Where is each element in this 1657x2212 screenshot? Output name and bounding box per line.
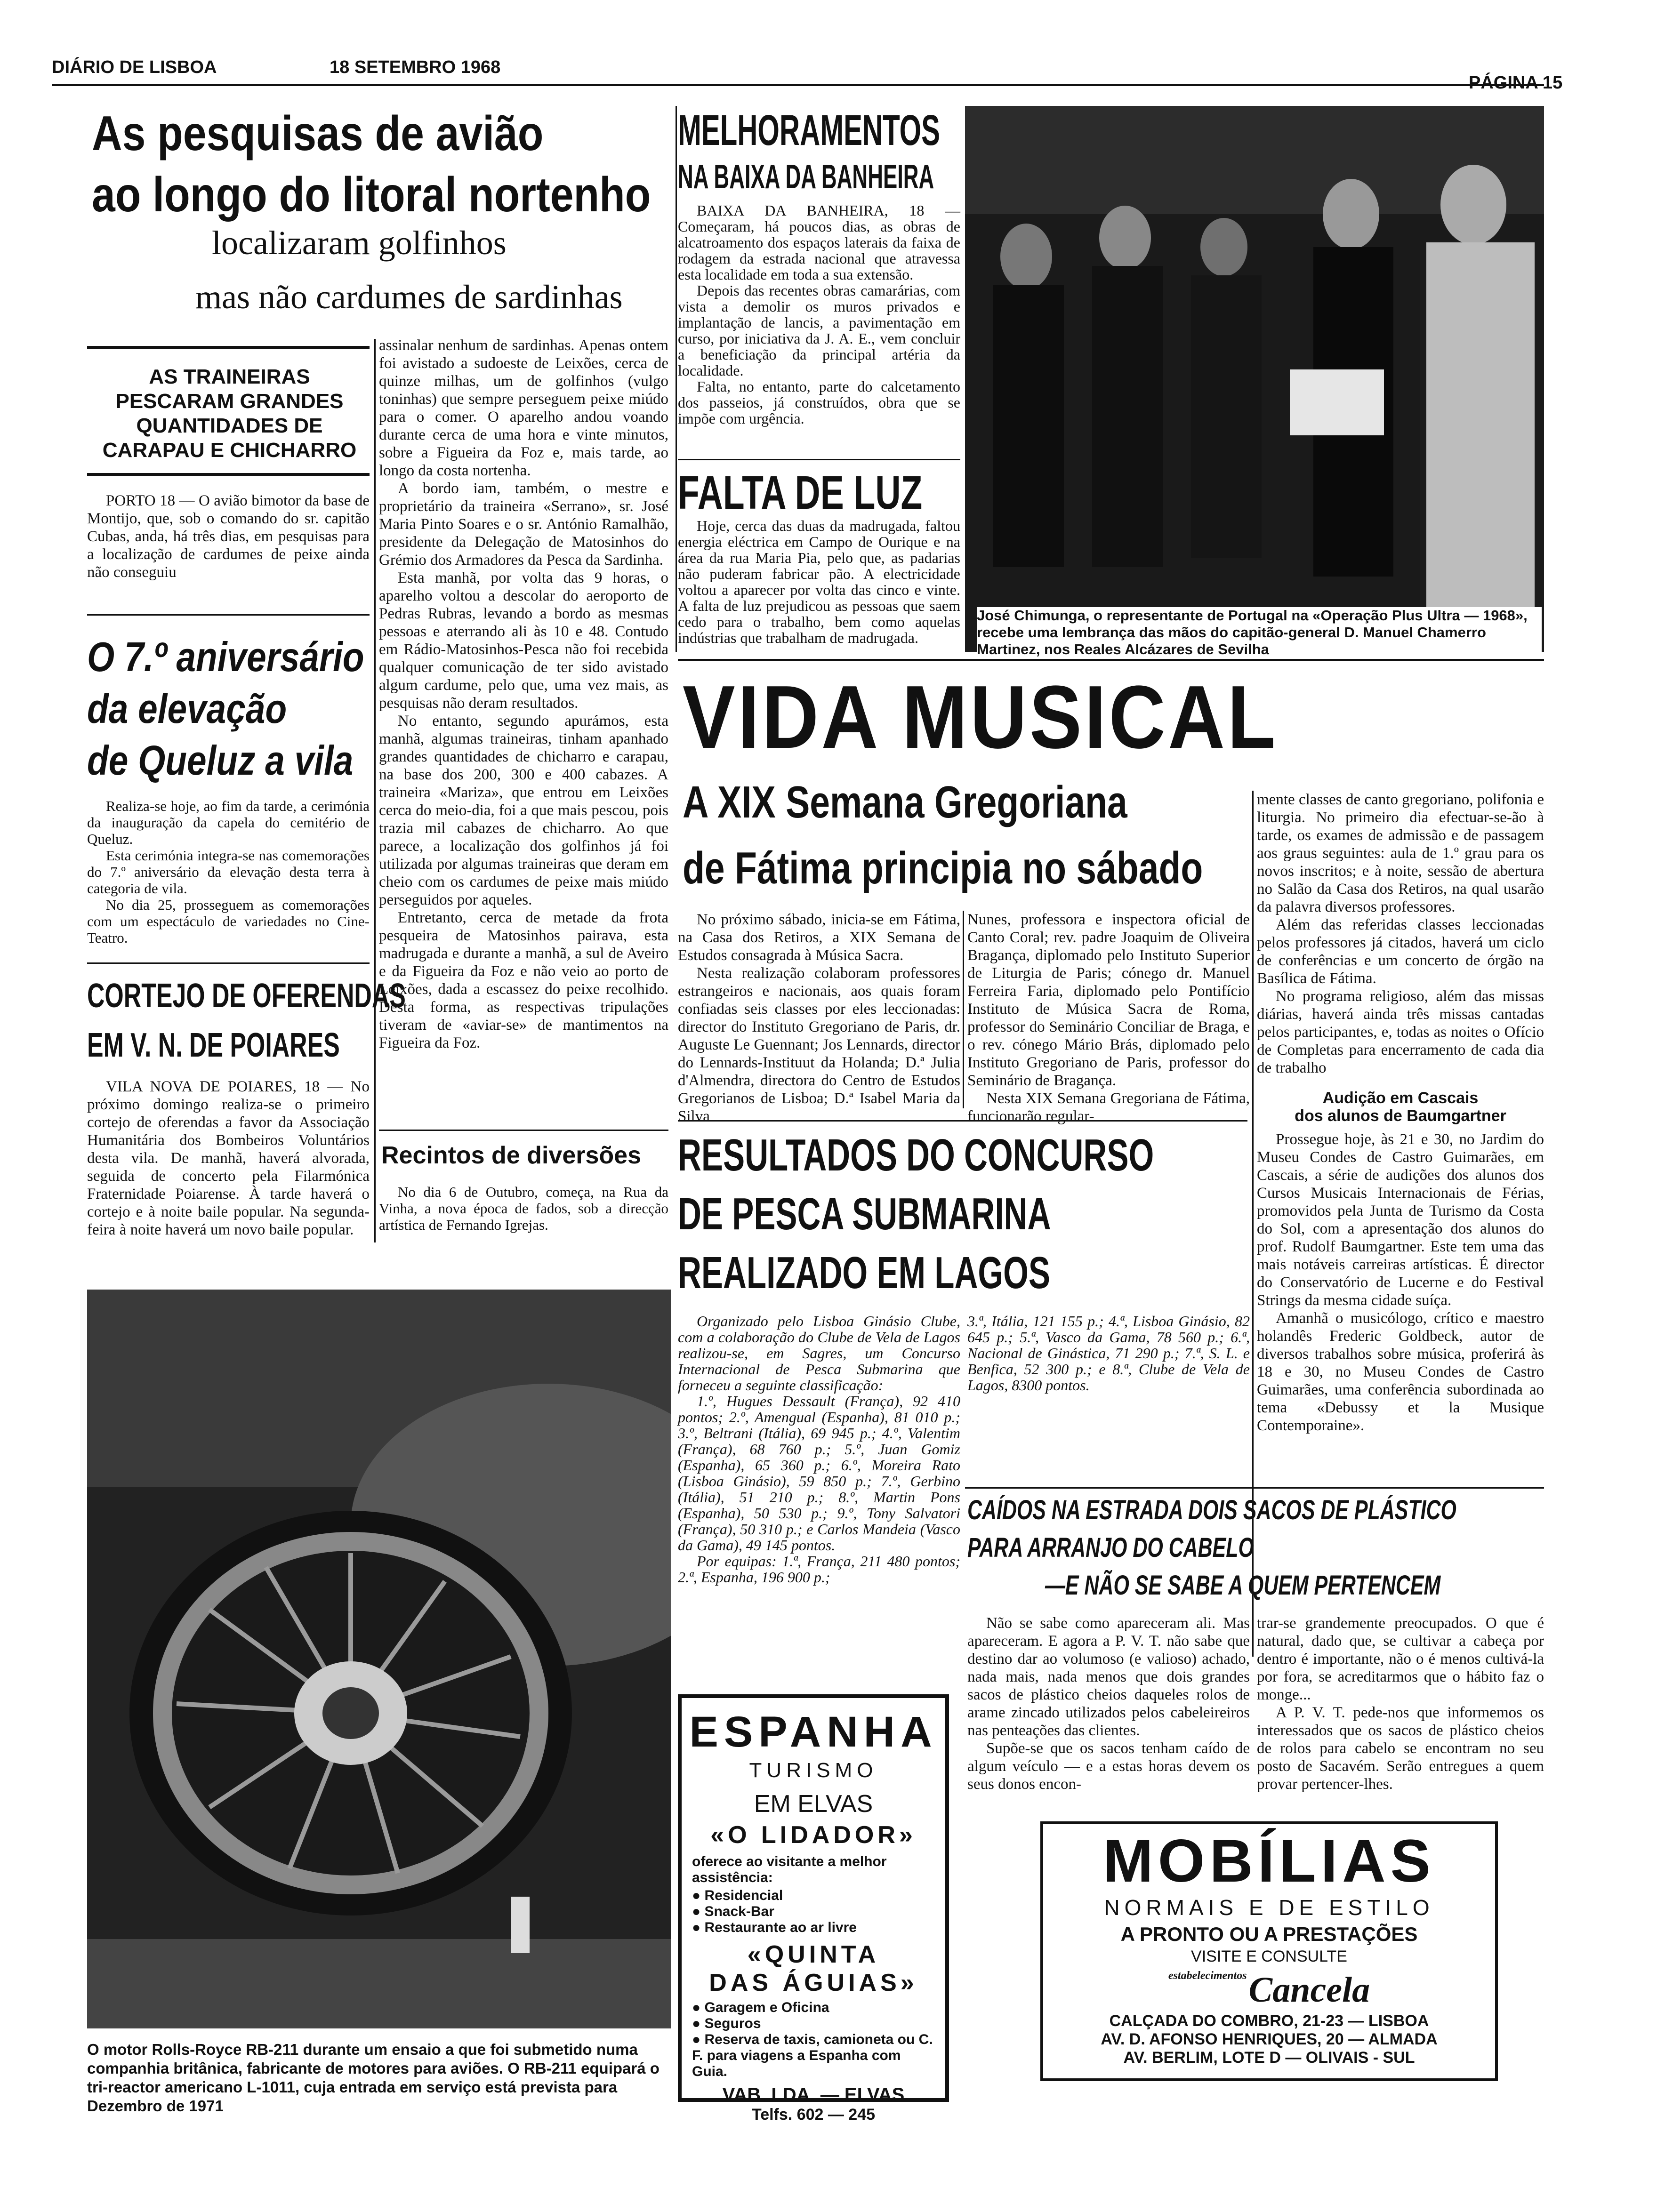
vida-musical-subhead-2: de Fátima principia no sábado: [683, 843, 1203, 893]
espanha-list-2: [692, 2000, 935, 2080]
queluz-paragraph: Esta cerimónia integra-se nas comemorações do 7.º aniversário da elevação desta terra à categoria de vila.: [87, 847, 370, 897]
espanha-list-1: [692, 1888, 945, 1936]
golfinhos-paragraph: A bordo iam, também, o mestre e proprietário da traineira «Serrano», sr. José Maria Pinto Soares e o sr. António Ramalhão, presidente da Delegação de Matosinhos do Grémio dos Armadores da Pesca da Sardinha.: [379, 480, 668, 569]
sacos-paragraph: Supõe-se que os sacos tenham caído de algum veículo — e a estas horas devem os seus donos encon-: [967, 1740, 1250, 1793]
poiares-headline-1: CORTEJO DE OFERENDAS: [87, 977, 406, 1015]
boxed-bottom-rule: [87, 473, 370, 476]
list-item: ● Reserva de taxis, camioneta ou C. F. para viagens a Espanha com Guia.: [692, 2032, 933, 2079]
concurso-headline-1: RESULTADOS DO CONCURSO: [678, 1130, 1154, 1180]
section-rule: [379, 1130, 668, 1131]
golfinhos-paragraph: PORTO 18 — O avião bimotor da base de Montijo, que, sob o comando do sr. capitão Cubas, anda, há três dias, em pesquisas para a localização de cardumes de peixe ainda não conseguiu: [87, 492, 370, 581]
sacos-headline-3: —E NÃO SE SABE A QUEM PERTENCEM: [1045, 1570, 1441, 1601]
poiares-body: [87, 1078, 370, 1239]
section-rule: [678, 1120, 1247, 1122]
column-divider: [374, 339, 376, 1242]
golfinhos-headline-3: localizaram golfinhos: [212, 224, 507, 262]
page-number: PÁGINA 15: [1469, 73, 1563, 93]
faltadeluz-paragraph: Hoje, cerca das duas da madrugada, faltou energia eléctrica em Campo de Ourique e na área da rua Maria Pia, pelo que, as padarias não puderam fabricar pão. A electricidade voltou a aparecer por volta das cinco e vinte. A falta de luz prejudicou as pessoas que saem cedo para o trabalho, bem como aquelas indústrias que trabalham de madrugada.: [678, 517, 960, 646]
sacos-headline-2: PARA ARRANJO DO CABELO: [967, 1532, 1254, 1563]
queluz-headline-2: da elevação: [87, 685, 287, 732]
vida-paragraph: Nunes, professora e inspectora oficial de Canto Coral; rev. padre Joaquim de Oliveira Bragança, diplomado pelo Instituto Superior de Liturgia de Paris; cónego dr. Manuel Ferreira Faria, diplomado pelo Pontifício Instituto de Música Sacra de Roma, professor do Seminário Conciliar de Braga, e o rev. cónego Mário Brás, diplomado pelo Instituto Gregoriano de Paris, professor do Seminário de Bragança.: [967, 911, 1250, 1089]
recintos-body: [379, 1184, 668, 1233]
header-rule: [52, 84, 1544, 86]
espanha-title: ESPANHA: [689, 1708, 938, 1756]
mobilias-ad: [1040, 1821, 1498, 2081]
espanha-tel: Telfs. 602 — 245: [751, 2106, 876, 2124]
concurso-paragraph: 3.ª, Itália, 121 155 p.; 4.ª, Lisboa Ginásio, 82 645 p.; 5.ª, Vasco da Gama, 78 560 p.; 6.ª, Nacional de Ginástica, 71 290 p.; 7.ª, S. L. e Benfica, 52 300 p.; e 8.ª, Clube de Vela de Lagos, 8300 pontos.: [967, 1313, 1250, 1394]
poiares-headline-2: EM V. N. DE POIARES: [87, 1026, 340, 1064]
section-rule: [965, 1487, 1544, 1489]
sacos-paragraph: A P. V. T. pede-nos que informemos os interessados que os sacos de plástico cheios de rolos para cabelo se encontram no seu posto de Sacavém. Serão entregues a quem provar pertencer-lhes.: [1257, 1704, 1544, 1793]
recintos-headline: Recintos de diversões: [381, 1142, 641, 1169]
mobilias-sub-2: A PRONTO OU A PRESTAÇÕES: [1120, 1923, 1418, 1945]
golfinhos-paragraph: No entanto, segundo apurámos, esta manhã, algumas traineiras, tinham apanhado grandes quantidades de chicharro e carapau, na base dos 200, 300 e 400 cabazes. A traineira «Mariza», que entrou em Leixões cerca do meio-dia, foi a que mais pescou, pois trazia mil cabazes de chicharro. Ao que parece, a localização dos golfinhos já foi utilizada por algumas traineiras que deram em cheio com os cardumes de peixe mais miúdo perseguidos por aqueles.: [379, 713, 668, 908]
mobilias-address-2: AV. D. AFONSO HENRIQUES, 20 — ALMADA: [1101, 2030, 1438, 2048]
espanha-offer: oferece ao visitante a melhor assistência:: [692, 1854, 887, 1885]
melhoramentos-paragraph: Depois das recentes obras camarárias, com vista a demolir os muros privados e implantação de lancis, a pavimentação em curso, por iniciativa da J. A. E., vem concluir a beneficiação da principal artéria da localidade.: [678, 282, 960, 379]
list-item-label: Snack-Bar: [704, 1904, 774, 1919]
mobilias-title: MOBÍLIAS: [1103, 1827, 1435, 1895]
vida-musical-headline: VIDA MUSICAL: [683, 667, 1278, 767]
vida-paragraph: Nesta XIX Semana Gregoriana de Fátima, funcionarão regular-: [967, 1090, 1250, 1125]
section-rule: [678, 459, 960, 460]
masthead-paper: DIÁRIO DE LISBOA: [52, 57, 217, 77]
concurso-col2: [967, 1313, 1250, 1393]
queluz-paragraph: No dia 25, prosseguem as comemorações com um espectáculo de variedades no Cine-Teatro.: [87, 897, 370, 946]
cancela-estab: estabelecimentos: [1168, 1970, 1247, 1982]
cancela-brand: Cancela: [1248, 1970, 1370, 2010]
vida-paragraph: No próximo sábado, inicia-se em Fátima, na Casa dos Retiros, a XIX Semana de Estudos consagrada à Música Sacra.: [678, 911, 960, 964]
sacos-paragraph: trar-se grandemente preocupados. O que é natural, dado que, se cultivar a cabeça por dentro é importante, não o é menos cultivá-la por fora, se acreditarmos que o hábito faz o monge...: [1257, 1615, 1544, 1703]
golfinhos-headline-4: mas não cardumes de sardinhas: [195, 278, 623, 316]
melhoramentos-paragraph: Falta, no entanto, parte do calcetamento dos passeios, já construídos, obra que se impõe com urgência.: [678, 378, 960, 427]
list-item: ● Snack-Bar: [692, 1904, 774, 1919]
golfinhos-body-col2: [379, 337, 668, 1052]
list-item: ● Restaurante ao ar livre: [692, 1920, 857, 1935]
chimunga-caption: José Chimunga, o representante de Portugal na «Operação Plus Ultra — 1968», recebe uma lembrança das mãos do capitão-general D. Manuel Chamerro Martinez, nos Reales Alcázares de Sevilha: [977, 607, 1542, 658]
espanha-em: EM ELVAS: [754, 1790, 873, 1818]
golfinhos-boxed-subhead: AS TRAINEIRAS PESCARAM GRANDES QUANTIDADES DE CARAPAU E CHICHARRO: [102, 365, 357, 462]
recintos-paragraph: No dia 6 de Outubro, começa, na Rua da Vinha, a nova época de fados, sob a direcção artística de Fernando Igrejas.: [379, 1184, 668, 1233]
concurso-col1: [678, 1313, 960, 1585]
engine-photo: [87, 1290, 671, 2028]
sacos-col1: [967, 1614, 1250, 1793]
espanha-quinta-1: «QUINTA: [747, 1941, 880, 1968]
concurso-headline-3: REALIZADO EM LAGOS: [678, 1248, 1051, 1298]
mobilias-address-3: AV. BERLIM, LOTE D — OLIVAIS - SUL: [1123, 2049, 1415, 2067]
vida-musical-col3: [1257, 791, 1544, 1435]
sacos-headline-1: CAÍDOS NA ESTRADA DOIS SACOS DE PLÁSTICO: [967, 1495, 1456, 1525]
golfinhos-paragraph: assinalar nenhum de sardinhas. Apenas ontem foi avistado a sudoeste de Leixões, cerca de quinze milhas, um de golfinhos (vulgo toninhas) que sempre perseguem peixe miúdo para o comer. O aparelho andou voando durante cerca de uma hora e vinte minutos, sobre a Figueira da Foz e, mais tarde, ao longo da costa nortenha.: [379, 337, 668, 479]
boxed-top-rule: [87, 346, 370, 349]
column-divider: [963, 911, 964, 1108]
section-rule: [87, 614, 370, 616]
golfinhos-headline-1: As pesquisas de avião: [92, 106, 544, 161]
vida-musical-subhead-1: A XIX Semana Gregoriana: [683, 777, 1127, 827]
list-item-label: Residencial: [704, 1888, 783, 1903]
engine-caption: O motor Rolls-Royce RB-211 durante um ensaio a que foi submetido numa companhia britânica, fabricante de motores para aviões. O RB-211 equipará o tri-reactor americano L-1011, cuja entrada em serviço está prevista para Dezembro de 1971: [87, 2041, 660, 2115]
masthead-date: 18 SETEMBRO 1968: [330, 57, 501, 77]
queluz-body: [87, 798, 370, 946]
cascais-subhead-1: Audição em Cascais: [1322, 1089, 1479, 1107]
faltadeluz-headline: FALTA DE LUZ: [678, 466, 923, 519]
vida-paragraph: Além das referidas classes leccionadas pelos professores já citados, haverá um ciclo de conferências e um concerto de órgão na Basílica de Fátima.: [1257, 916, 1544, 987]
queluz-headline-1: O 7.º aniversário: [87, 633, 364, 680]
melhoramentos-headline-1: MELHORAMENTOS: [678, 106, 941, 154]
golfinhos-headline-2: ao longo do litoral nortenho: [92, 168, 651, 222]
column-divider: [676, 106, 677, 652]
vida-musical-col1: [678, 911, 960, 1125]
golfinhos-body-col1: [87, 492, 370, 581]
section-rule: [678, 659, 1544, 661]
list-item: ● Garagem e Oficina: [692, 2000, 829, 2015]
melhoramentos-body: [678, 202, 960, 426]
faltadeluz-body: [678, 518, 960, 646]
list-item-label: Restaurante ao ar livre: [704, 1920, 857, 1935]
column-divider: [1252, 791, 1254, 1657]
queluz-headline-3: de Queluz a vila: [87, 737, 354, 784]
sacos-col2: [1257, 1614, 1544, 1793]
mobilias-sub-1: NORMAIS E DE ESTILO: [1104, 1895, 1434, 1920]
list-item: ● Seguros: [692, 2016, 761, 2031]
concurso-paragraph: 1.º, Hugues Dessault (França), 92 410 pontos; 2.º, Amengual (Espanha), 81 010 p.; 3.º, Beltrani (Itália), 69 945 p.; 4.º, Valentim (França), 68 760 p.; 5.º, Juan Gomiz (Espanha), 65 360 p.; 6.º, Moreira Rato (Lisboa Ginásio), 59 850 p.; 7.º, Gerbino (Itália), 51 210 p.; 8.º, Martin Pons (Espanha), 50 530 p.; 9.º, Tony Salvatori (França), 50 310 p.; e Carlos Mandeia (Vasco da Gama), 49 145 pontos.: [678, 1393, 960, 1554]
golfinhos-paragraph: Esta manhã, por volta das 9 horas, o aparelho voltou a descolar do aeroporto de Pedras Rubras, levando a bordo as mesmas pessoas e aterrando ali às 10 e 48. Contudo em Rádio-Matosinhos-Pesca não foi recebida qualquer comunicação de ter sido avistado algum cardume, pelo que, uma vez mais, as pesquisas não deram resultados.: [379, 569, 668, 712]
list-item-label: Reserva de taxis, camioneta ou C. F. para viagens a Espanha com Guia.: [692, 2032, 933, 2079]
chimunga-photo: [965, 106, 1544, 652]
ceremony-photo-illustration: [965, 106, 1544, 652]
queluz-paragraph: Realiza-se hoje, ao fim da tarde, a cerimónia da inauguração da capela do cemitério de Queluz.: [87, 798, 370, 847]
jet-engine-illustration: [87, 1290, 671, 2028]
vida-paragraph: mente classes de canto gregoriano, polifonia e liturgia. No primeiro dia efectuar-se-ão à tarde, os exames de admissão e de passagem aos graus seguintes: aula de 1.º grau para os novos inscritos; e à noite, sessão de abertura no Salão da Casa dos Retiros, na qual usarão da palavra diversos professores.: [1257, 791, 1544, 915]
section-rule: [87, 962, 370, 964]
melhoramentos-headline-2: NA BAIXA DA BANHEIRA: [678, 158, 934, 196]
golfinhos-paragraph: Entretanto, cerca de metade da frota pesqueira de Matosinhos pairava, esta madrugada e durante a manhã, a sul de Aveiro e da Figueira da Foz e não veio ao porto de Leixões, dada a escassez do peixe recolhido. Desta forma, as respectivas tripulações tiveram de «aviar-se» de mantimentos na Figueira da Foz.: [379, 909, 668, 1051]
mobilias-visite: VISITE E CONSULTE: [1191, 1948, 1347, 1965]
concurso-paragraph: Por equipas: 1.ª, França, 211 480 pontos; 2.ª, Espanha, 196 900 p.;: [678, 1553, 960, 1586]
vida-paragraph: No programa religioso, além das missas diárias, haverá ainda três missas cantadas pelos participantes, e, todas as noites o Ofício de Completas para encerramento de cada dia de trabalho: [1257, 988, 1544, 1076]
poiares-paragraph: VILA NOVA DE POIARES, 18 — No próximo domingo realiza-se o primeiro cortejo de oferendas a favor da Associação Humanitária dos Bombeiros Voluntários desta vila. De manhã, haverá alvorada, seguida de concerto pela Filarmónica Fraternidade Poiarense. À tarde haverá o cortejo e à noite baile popular. Na segunda-feira à noite haverá um novo baile popular.: [87, 1078, 370, 1238]
list-item-label: Seguros: [704, 2016, 761, 2031]
cascais-paragraph: Amanhã o musicólogo, crítico e maestro holandês Frederic Goldbeck, autor de diversos trabalhos sobre música, proferirá às 18 e 30, no Museu Condes de Castro Guimarães, uma conferência subordinada ao tema «Debussy et la Musique Contemporaine».: [1257, 1310, 1544, 1434]
vida-musical-col2: [967, 911, 1250, 1125]
cascais-paragraph: Prossegue hoje, às 21 e 30, no Jardim do Museu Condes de Castro Guimarães, em Cascais, a série de audições dos alunos dos Cursos Musicais Internacionais de Férias, promovidos pela Junta de Turismo da Costa do Sol, com a apresentação dos alunos do prof. Rudolf Baumgartner. Este tem uma das mais notáveis carreiras artísticas. É director do Conservatório de Lucerne e do Festival Strings da mesma cidade suíça.: [1257, 1131, 1544, 1309]
melhoramentos-paragraph: BAIXA DA BANHEIRA, 18 — Começaram, há poucos dias, as obras de alcatroamento dos espaços laterais da faixa de rodagem da estrada nacional que atravessa esta localidade em toda a sua extensão.: [678, 202, 960, 283]
list-item-label: Garagem e Oficina: [704, 2000, 829, 2015]
espanha-quinta-2: DAS ÁGUIAS»: [709, 1969, 918, 1996]
sacos-paragraph: Não se sabe como apareceram ali. Mas apareceram. E agora a P. V. T. não sabe que destino dar ao volumoso (e valioso) achado, nada mais, nada menos que dois grandes sacos de plástico cheios daqueles rolos de arame zincado utilizados pelos cabeleireiros nas penteações das clientes.: [967, 1615, 1250, 1739]
espanha-ad: [678, 1694, 949, 2124]
cancela-logo: [1043, 1970, 1495, 2010]
espanha-lidador: «O LIDADOR»: [710, 1821, 917, 1849]
list-item: ● Residencial: [692, 1888, 783, 1903]
espanha-vab: VAB. LDA. — ELVAS: [722, 2084, 905, 2105]
mobilias-address-1: CALÇADA DO COMBRO, 21-23 — LISBOA: [1109, 2012, 1429, 2030]
cascais-subhead-2: dos alunos de Baumgartner: [1295, 1107, 1506, 1125]
concurso-paragraph: Organizado pelo Lisboa Ginásio Clube, com a colaboração do Clube de Vela de Lagos realizou-se, em Sagres, um Concurso Internacional de Pesca Submarina que forneceu a seguinte classificação:: [678, 1313, 960, 1394]
concurso-headline-2: DE PESCA SUBMARINA: [678, 1189, 1051, 1239]
espanha-sub: TURISMO: [749, 1759, 878, 1782]
vida-paragraph: Nesta realização colaboram professores estrangeiros e nacionais, aos quais foram confiadas seis classes por eles leccionadas: director do Instituto Gregoriano de Paris, dr. Auguste Le Guennant; Jos Lennards, director do Lennards-Instituut da Holanda; D.ª Julia d'Almendra, directora do Centro de Estudos Gregorianos de Lisboa; D.ª Isabel Maria da Silva: [678, 965, 960, 1125]
